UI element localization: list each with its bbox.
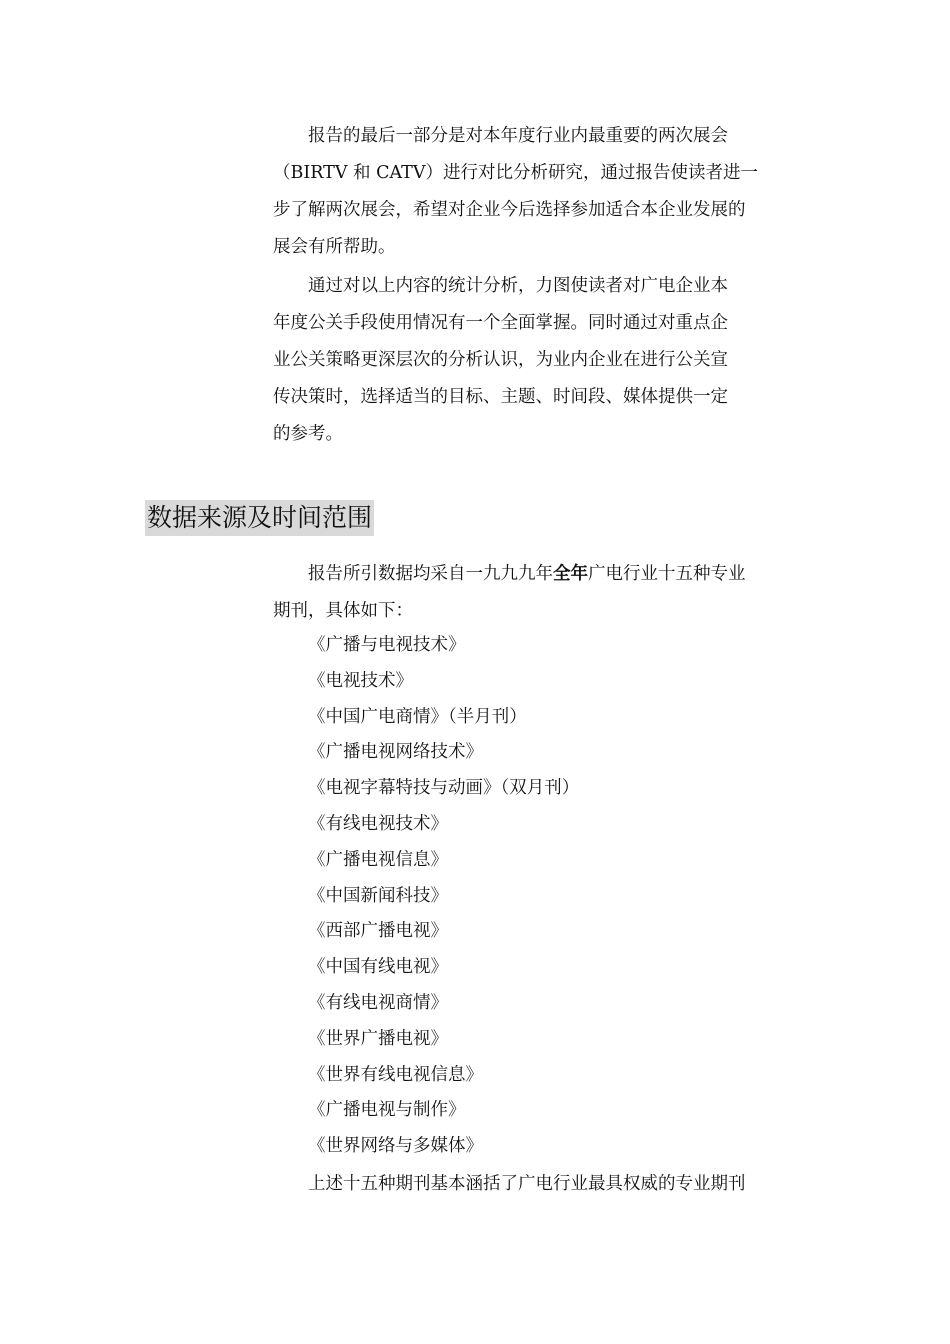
list-item: 《中国新闻科技》	[308, 885, 448, 906]
list-item: 《有线电视技术》	[308, 813, 448, 834]
list-item: 《电视技术》	[308, 670, 413, 691]
list-item: 《世界广播电视》	[308, 1028, 448, 1049]
text-line	[273, 556, 795, 593]
list-item: 《西部广播电视》	[308, 921, 448, 942]
list-item: 《世界有线电视信息》	[308, 1064, 483, 1085]
text-line: 期刊，具体如下：	[273, 601, 413, 621]
list-item: 《广播电视信息》	[308, 849, 448, 870]
closing-line: 上述十五种期刊基本涵括了广电行业最具权威的专业期刊	[308, 1174, 746, 1194]
text-line: 的参考。	[273, 424, 343, 444]
text-line: 展会有所帮助。	[273, 237, 396, 257]
list-item: 《广播与电视技术》	[308, 635, 466, 655]
list-item: 《有线电视商情》	[308, 992, 448, 1013]
list-item: 《中国广电商情》（半月刊）	[308, 706, 527, 727]
text-line: 步了解两次展会，希望对企业今后选择参加适合本企业发展的	[273, 200, 746, 220]
list-item: 《广播电视与制作》	[308, 1100, 466, 1121]
text-line: 年度公关手段使用情况有一个全面掌握。同时通过对重点企	[273, 313, 728, 333]
list-item: 《中国有线电视》	[308, 957, 448, 978]
journal-list	[308, 628, 579, 1165]
section-heading: 数据来源及时间范围	[145, 500, 374, 536]
list-item: 《电视字幕特技与动画》（双月刊）	[308, 778, 580, 799]
text-segment: 报告所引数据均采自一九九九年	[308, 564, 553, 584]
text-line: 通过对以上内容的统计分析，力图使读者对广电企业本	[308, 276, 728, 296]
bold-text: 全年	[553, 564, 588, 584]
paragraph-data-source	[273, 556, 795, 630]
text-segment: 广电行业十五种专业	[588, 564, 746, 584]
text-line: 业公关策略更深层次的分析认识，为业内企业在进行公关宣	[273, 350, 728, 370]
text-line: （BIRTV 和 CATV）进行对比分析研究，通过报告使读者进一	[273, 163, 758, 183]
list-item: 《广播电视网络技术》	[308, 742, 483, 763]
paragraph-exhibitions	[273, 118, 795, 266]
text-line: 报告的最后一部分是对本年度行业内最重要的两次展会	[308, 126, 728, 146]
text-line: 传决策时，选择适当的目标、主题、时间段、媒体提供一定	[273, 387, 728, 407]
paragraph-analysis	[273, 268, 795, 453]
list-item: 《世界网络与多媒体》	[308, 1136, 483, 1157]
